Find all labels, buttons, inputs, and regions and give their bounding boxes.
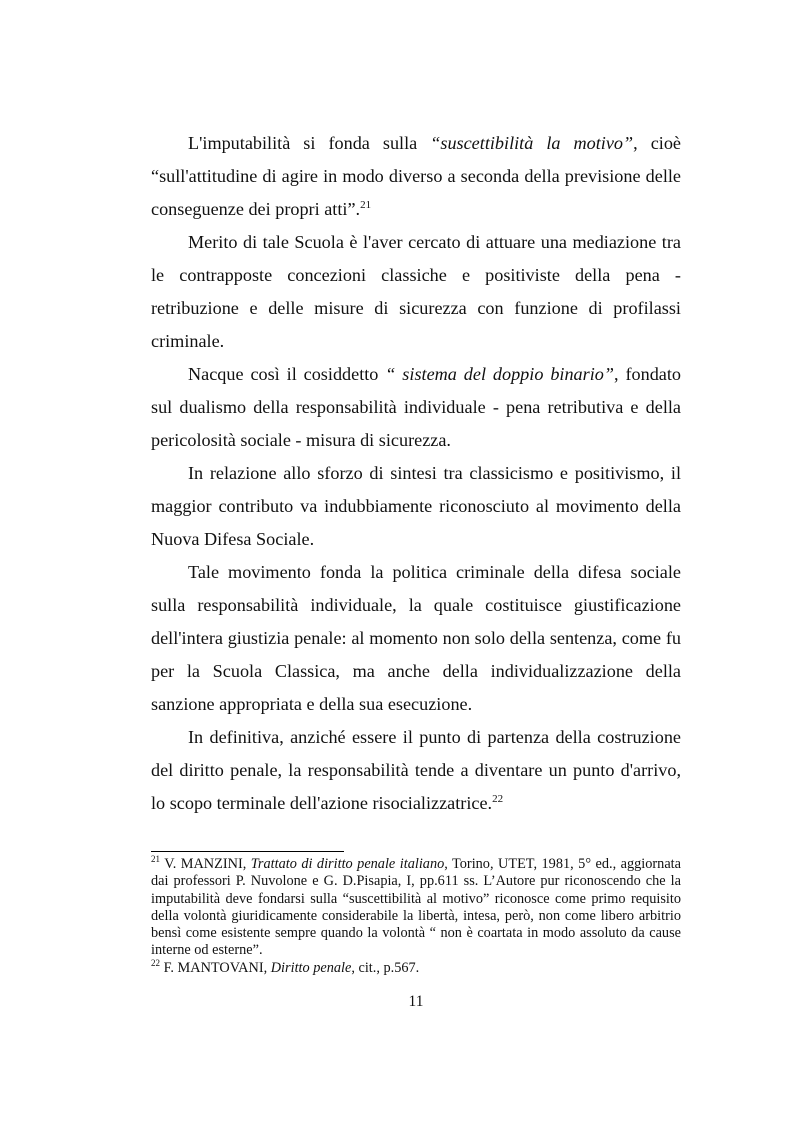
page-number: 11	[408, 993, 424, 1010]
text-run: Merito di tale Scuola è l'aver cercato di attuare una mediazione tra le contrapposte concezioni classiche e positiviste della pena - retribuzione e delle misure di sicurezza con funzione di profilassi criminale.	[151, 232, 681, 351]
italic-text: Trattato di diritto penale italiano	[250, 856, 445, 872]
body-text	[151, 127, 681, 820]
text-run: In definitiva, anziché essere il punto di partenza della costruzione del diritto penale, la responsabilità tende a diventare un punto d'arrivo, lo scopo terminale dell'azione risocializzatrice.	[151, 727, 681, 813]
footnote-21	[151, 856, 681, 960]
text-run: , cit., p.567.	[351, 959, 420, 976]
footnote-separator	[151, 851, 344, 852]
footnote-reference: 21	[151, 854, 160, 865]
text-run: Tale movimento fonda la politica criminale della difesa sociale sulla responsabilità individuale, la quale costituisce giustificazione dell'intera giustizia penale: al momento non solo della sentenza, come fu per la Scuola Classica, ma anche della individualizzazione della sanzione appropriata e della sua esecuzione.	[151, 562, 681, 714]
italic-text: “suscettibilità la motivo”	[430, 133, 634, 153]
paragraph	[151, 556, 681, 721]
text-run: L'imputabilità si fonda sulla	[188, 133, 431, 153]
footnote-22	[151, 960, 681, 977]
paragraph	[151, 127, 681, 226]
text-run: F. MANTOVANI,	[160, 959, 271, 976]
text-run: , cioè “sull'attitudine di agire in modo diverso a seconda della previsione delle conseguenze dei propri atti”.	[151, 133, 681, 219]
text-run: , fondato sul dualismo della responsabilità individuale - pena retributiva e della pericolosità sociale - misura di sicurezza.	[151, 364, 682, 450]
italic-text: Diritto penale	[270, 959, 352, 976]
text-run: , Torino, UTET, 1981, 5° ed., aggiornata dai professori P. Nuvolone e G. D.Pisapia, I, pp.611 ss. L’Autore pur riconoscendo che la imputabilità deve fondarsi sulla “suscettibilità al motivo” riconosce come primo requisito della volontà giuridicamente considerabile la libertà, intesa, però, non come libero arbitrio bensì come esistente sempre quando la volontà “ non è coartata in modo assoluto da cause interne od esterne”.	[151, 856, 681, 959]
footnotes	[151, 856, 681, 977]
text-run: Nacque così il cosiddetto	[188, 364, 386, 384]
text-run: V. MANZINI,	[160, 856, 251, 872]
footnote-reference: 22	[492, 792, 504, 805]
paragraph	[151, 457, 681, 556]
paragraph	[151, 358, 681, 457]
italic-text: “ sistema del doppio binario”	[385, 364, 614, 384]
footnote-reference: 21	[360, 198, 372, 211]
paragraph	[151, 721, 681, 820]
paragraph	[151, 226, 681, 358]
text-run: In relazione allo sforzo di sintesi tra classicismo e positivismo, il maggior contributo va indubbiamente riconosciuto al movimento della Nuova Difesa Sociale.	[151, 463, 681, 549]
footnote-reference: 22	[151, 958, 160, 969]
